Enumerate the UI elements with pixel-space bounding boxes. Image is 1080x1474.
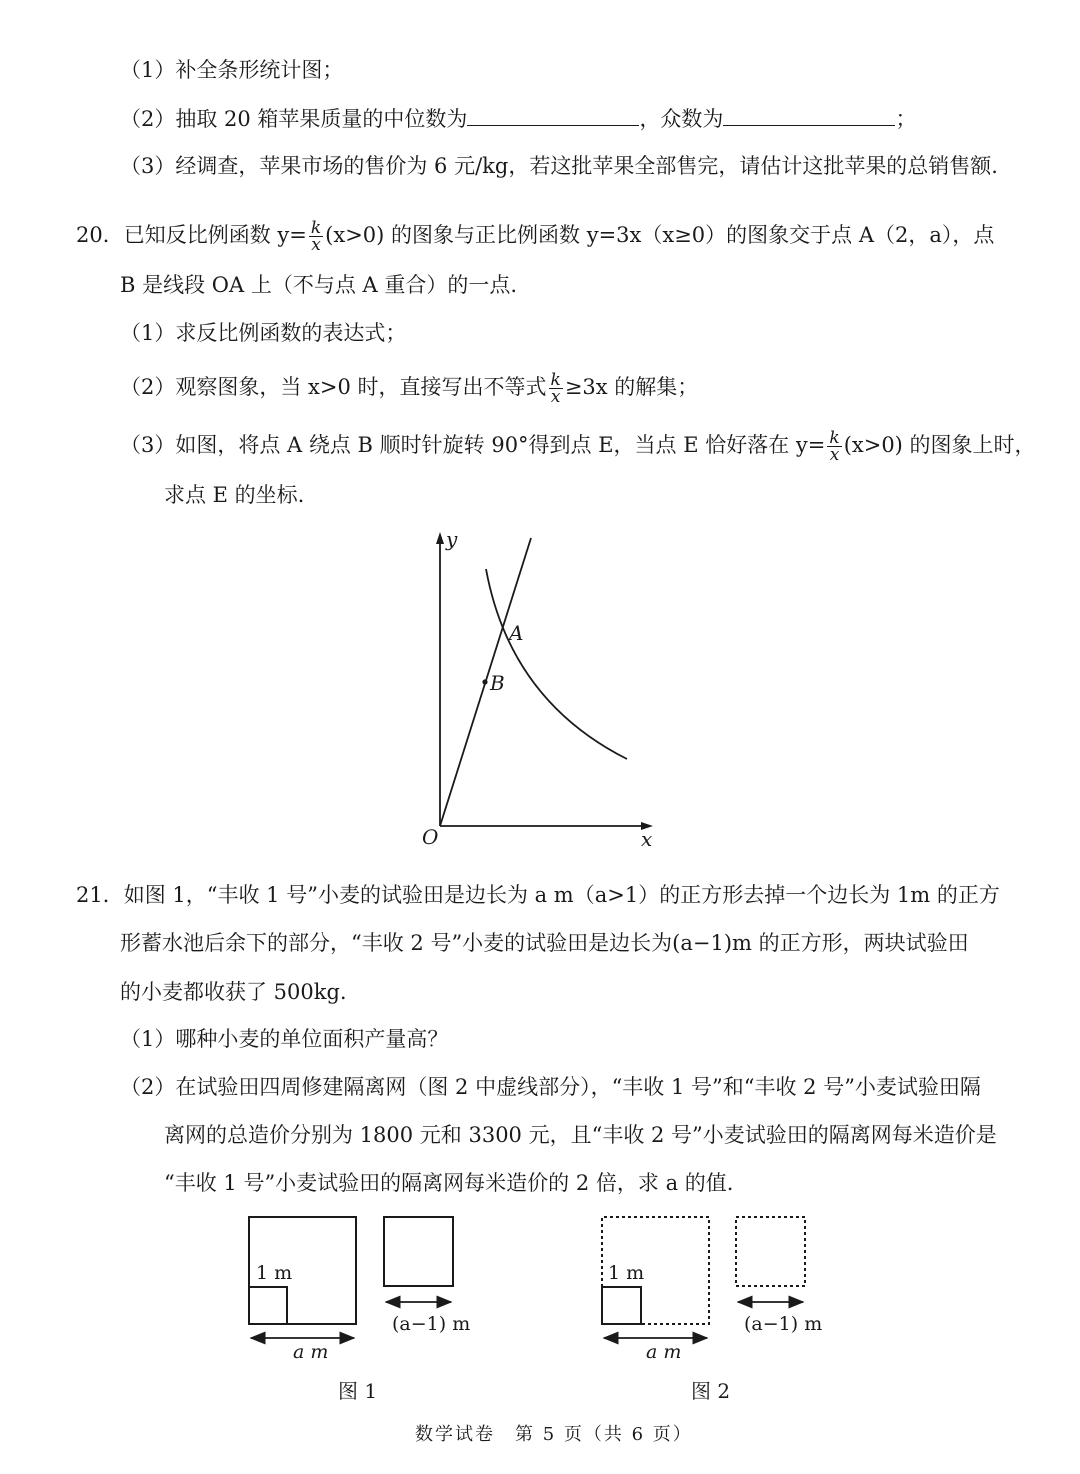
fraction-denominator: x [550, 387, 561, 407]
fig2-label-am: a m [646, 1341, 682, 1363]
fraction-numerator: k [310, 218, 322, 238]
q20-part3-text-b: (x>0) 的图象上时， [843, 433, 1036, 457]
q20-part2-text-a: （2）观察图象，当 x>0 时，直接写出不等式 [120, 375, 547, 399]
fig1-label-am: a m [293, 1341, 329, 1363]
page-footer: 数学试卷 第 5 页（共 6 页） [415, 1424, 693, 1445]
q19-part2-text-b: ，众数为 [639, 107, 724, 131]
q21-line3: 的小麦都收获了 500kg. [120, 980, 347, 1004]
fraction-numerator: k [550, 370, 561, 390]
q19-part2-text-c: ； [895, 107, 917, 131]
figure1-caption: 图 1 [338, 1379, 378, 1403]
axis-label-x: x [641, 827, 653, 851]
fig2-pond-fence [602, 1287, 641, 1324]
q20-line2: B 是线段 OA 上（不与点 A 重合）的一点. [120, 273, 518, 297]
fig2-pond-square [602, 1287, 641, 1324]
q19-part2-text-a: （2）抽取 20 箱苹果质量的中位数为 [120, 107, 468, 131]
q21-part1: （1）哪种小麦的单位面积产量高？ [120, 1027, 449, 1051]
fig1-small-square [384, 1217, 453, 1286]
fig2-label-a1m: (a−1) m [744, 1313, 823, 1335]
fig1-label-a1m: (a−1) m [392, 1313, 471, 1335]
q21-part2-line3: “丰收 1 号”小麦试验田的隔离网每米造价的 2 倍，求 a 的值. [164, 1171, 734, 1195]
q19-part1: （1）补全条形统计图； [120, 58, 344, 82]
q20-line1-text-a: 20．已知反比例函数 y= [76, 223, 307, 247]
origin-label-o: O [422, 825, 439, 849]
fraction-numerator: k [829, 428, 840, 448]
fig2-label-1m: 1 m [608, 1262, 645, 1284]
q21-line1: 21．如图 1，“丰收 1 号”小麦的试验田是边长为 a m（a>1）的正方形去掉一个边长为 1m 的正方 [76, 883, 1000, 907]
q21-part2-line2: 离网的总造价分别为 1800 元和 3300 元，且“丰收 2 号”小麦试验田的隔离网每米造价是 [164, 1123, 997, 1147]
q20-part3-text-a: （3）如图，将点 A 绕点 B 顺时针旋转 90°得到点 E，当点 E 恰好落在 y= [120, 433, 826, 457]
fig1-pond-square [249, 1287, 287, 1324]
fraction-denominator: x [311, 235, 321, 255]
q21-line2: 形蓄水池后余下的部分，“丰收 2 号”小麦的试验田是边长为(a−1)m 的正方形，两块试验田 [120, 931, 969, 955]
q19-part3: （3）经调查，苹果市场的售价为 6 元/kg，若这批苹果全部售完，请估计这批苹果的总销售额. [120, 154, 998, 178]
q20-part2-text-b: ≥3x 的解集； [564, 375, 699, 399]
q20-line1-text-b: (x>0) 的图象与正比例函数 y=3x（x≥0）的图象交于点 A（2，a），点 [325, 223, 995, 247]
point-label-b: B [490, 671, 505, 695]
axis-label-y: y [446, 527, 458, 551]
q20-part1: （1）求反比例函数的表达式； [120, 321, 407, 345]
point-label-a: A [509, 621, 524, 645]
fig1-label-1m: 1 m [256, 1262, 293, 1284]
q21-part2-line1: （2）在试验田四周修建隔离网（图 2 中虚线部分），“丰收 1 号”和“丰收 2 号”小麦试验田隔 [120, 1075, 981, 1099]
fig2-small-fence [736, 1217, 805, 1286]
q20-part3-continued: 求点 E 的坐标. [164, 483, 305, 507]
fraction-denominator: x [829, 445, 840, 465]
figure2-caption: 图 2 [691, 1379, 731, 1403]
